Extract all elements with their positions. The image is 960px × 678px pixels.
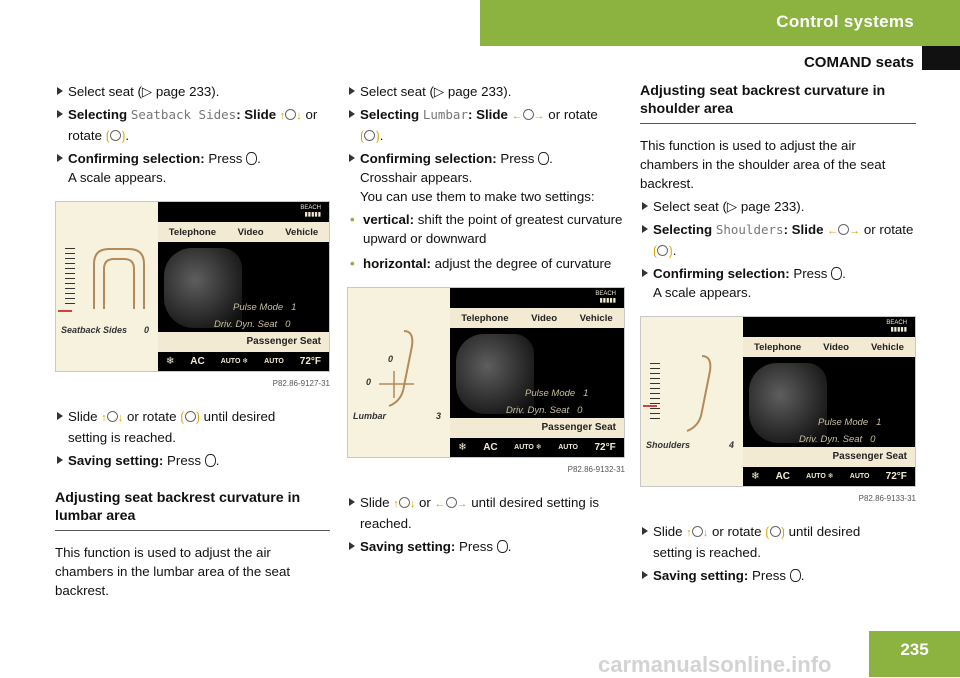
pulse-mode-row: Pulse Mode 1: [818, 417, 882, 428]
driv-dyn-seat-row: Driv. Dyn. Seat 0: [799, 434, 876, 445]
step-slide: Slide ↑ ↓ or ← → until desired setting is reached.: [347, 493, 625, 533]
seat-graphic-panel: [641, 317, 743, 486]
option-value: 4: [729, 440, 735, 450]
figure-caption: P82.86-9127-31: [272, 379, 330, 388]
passenger-seat-bar: Passenger Seat: [743, 447, 915, 467]
press-controller-icon: [205, 454, 216, 467]
menu-video: Video: [823, 341, 850, 353]
crosshair-value-horizontal: 0: [366, 377, 372, 387]
slide-up-down-icon: ↑ ↓: [101, 412, 124, 424]
climate-bar: ❄ AC AUTO ❄ AUTO 72°F: [743, 467, 915, 486]
scale-marker-icon: [58, 310, 72, 312]
step-selecting: Selecting Shoulders: Slide ← → or rotate ⟮ ⟯.: [640, 220, 916, 260]
display-option-lumbar: Lumbar: [422, 107, 468, 122]
rotate-controller-icon: ⟮ ⟯: [653, 243, 673, 258]
slide-left-right-icon: ← →: [511, 110, 545, 122]
column-3: [640, 82, 916, 589]
watermark: carmanualsonline.info: [598, 652, 832, 677]
scale-icon: [650, 363, 660, 423]
seat-graphic-panel: [56, 202, 158, 371]
beach-indicator: BEACH ▮▮▮▮▮: [886, 320, 907, 333]
figure-caption: P82.86-9133-31: [858, 494, 916, 503]
climate-bar: ❄ AC AUTO ❄ AUTO 72°F: [158, 352, 329, 371]
slide-up-down-icon: ↑ ↓: [279, 110, 302, 122]
pulse-mode-row: Pulse Mode 1: [233, 302, 297, 313]
press-controller-icon: [538, 152, 549, 165]
step-slide: Slide ↑ ↓ or rotate ⟮ ⟯ until desired setting is reached.: [640, 522, 916, 562]
beach-indicator: BEACH ▮▮▮▮▮: [300, 205, 321, 218]
rotate-controller-icon: ⟮ ⟯: [360, 128, 380, 143]
display-screen: [450, 288, 624, 457]
scale-icon: [65, 248, 75, 308]
pulse-mode-row: Pulse Mode 1: [525, 388, 589, 399]
passenger-seat-bar: Passenger Seat: [450, 418, 624, 438]
bullet-vertical: • vertical: shift the point of greatest curvature upward or downward: [347, 210, 625, 248]
scale-marker-icon: [643, 405, 657, 407]
press-controller-icon: [246, 152, 257, 165]
step-save: Saving setting: Press .: [347, 537, 625, 556]
step-confirm: Confirming selection: Press . A scale appears.: [640, 264, 916, 302]
step-confirm: Confirming selection: Press . Crosshair appears. You can use them to make two settings:: [347, 149, 625, 206]
figure-caption: P82.86-9132-31: [567, 465, 625, 474]
display-menu-bar: [450, 308, 624, 328]
rotate-controller-icon: ⟮ ⟯: [105, 128, 126, 143]
section-body-shoulder: This function is used to adjust the air chambers in the shoulder area of the seat backrest.: [640, 138, 886, 191]
seat-side-icon: [374, 326, 424, 416]
column-2: [347, 82, 625, 560]
option-value: 0: [144, 325, 150, 335]
option-label: Seatback Sides: [61, 325, 128, 335]
slide-up-down-icon: ↑ ↓: [393, 498, 416, 510]
menu-telephone: Telephone: [461, 312, 509, 324]
slide-up-down-icon: ↑ ↓: [686, 527, 709, 539]
press-controller-icon: [831, 267, 842, 280]
page-header-title: Control systems: [776, 12, 914, 31]
comand-display-screenshot-3: [640, 316, 916, 487]
menu-telephone: Telephone: [168, 226, 217, 238]
display-option-shoulders: Shoulders: [715, 222, 784, 237]
page-header-subtitle: COMAND seats: [803, 54, 914, 71]
display-option-seatback-sides: Seatback Sides: [130, 107, 237, 122]
comand-display-screenshot-1: [55, 201, 330, 372]
section-heading-shoulder: Adjusting seat backrest curvature in shoulder area: [640, 82, 916, 124]
driv-dyn-seat-row: Driv. Dyn. Seat 0: [214, 319, 291, 330]
step-select-seat: Select seat (▷ page 233).: [55, 82, 330, 101]
option-value: 3: [436, 411, 442, 421]
menu-video: Video: [531, 312, 558, 324]
rotate-controller-icon: ⟮ ⟯: [765, 524, 785, 539]
bullet-horizontal: • horizontal: adjust the degree of curvature: [347, 254, 625, 273]
page-number: 235: [869, 631, 960, 677]
comand-display-screenshot-2: [347, 287, 625, 458]
option-label: Lumbar: [353, 411, 387, 421]
section-heading-lumbar: Adjusting seat backrest curvature in lumbar area: [55, 489, 330, 531]
display-screen: [743, 317, 915, 486]
press-controller-icon: [790, 569, 801, 582]
beach-indicator: BEACH ▮▮▮▮▮: [595, 291, 616, 304]
step-selecting: Selecting Lumbar: Slide ← → or rotate ⟮ ⟯.: [347, 105, 625, 145]
option-label: Shoulders: [646, 440, 691, 450]
menu-vehicle: Vehicle: [579, 312, 613, 324]
step-select-seat: Select seat (▷ page 233).: [640, 197, 916, 216]
step-save: Saving setting: Press .: [640, 566, 916, 585]
seat-outline-icon: [84, 244, 154, 314]
driv-dyn-seat-row: Driv. Dyn. Seat 0: [506, 405, 583, 416]
menu-vehicle: Vehicle: [285, 226, 319, 238]
step-save: Saving setting: Press .: [55, 451, 330, 470]
crosshair-value-vertical: 0: [388, 354, 394, 364]
seat-side-icon: [677, 351, 727, 441]
menu-vehicle: Vehicle: [870, 341, 905, 353]
rotate-controller-icon: ⟮ ⟯: [180, 409, 200, 424]
step-select-seat: Select seat (▷ page 233).: [347, 82, 625, 101]
step-confirm: Confirming selection: Press . A scale appears.: [55, 149, 330, 187]
seat-graphic-panel: [348, 288, 450, 457]
slide-left-right-icon: ← →: [434, 498, 468, 510]
climate-bar: ❄ AC AUTO ❄ AUTO 72°F: [450, 438, 624, 457]
press-controller-icon: [497, 540, 508, 553]
menu-telephone: Telephone: [753, 341, 802, 353]
passenger-seat-bar: Passenger Seat: [158, 332, 329, 352]
step-selecting: Selecting Seatback Sides: Slide ↑ ↓ or rotate ⟮ ⟯.: [55, 105, 330, 145]
step-slide: Slide ↑ ↓ or rotate ⟮ ⟯ until desired setting is reached.: [55, 407, 330, 447]
header-marker-block: [922, 46, 960, 70]
menu-video: Video: [237, 226, 264, 238]
display-menu-bar: [158, 222, 329, 242]
slide-left-right-icon: ← →: [827, 225, 861, 237]
section-body-lumbar: This function is used to adjust the air chambers in the lumbar area of the seat backrest.: [55, 545, 291, 598]
display-menu-bar: [743, 337, 915, 357]
column-1: [55, 82, 330, 604]
display-screen: [158, 202, 329, 371]
